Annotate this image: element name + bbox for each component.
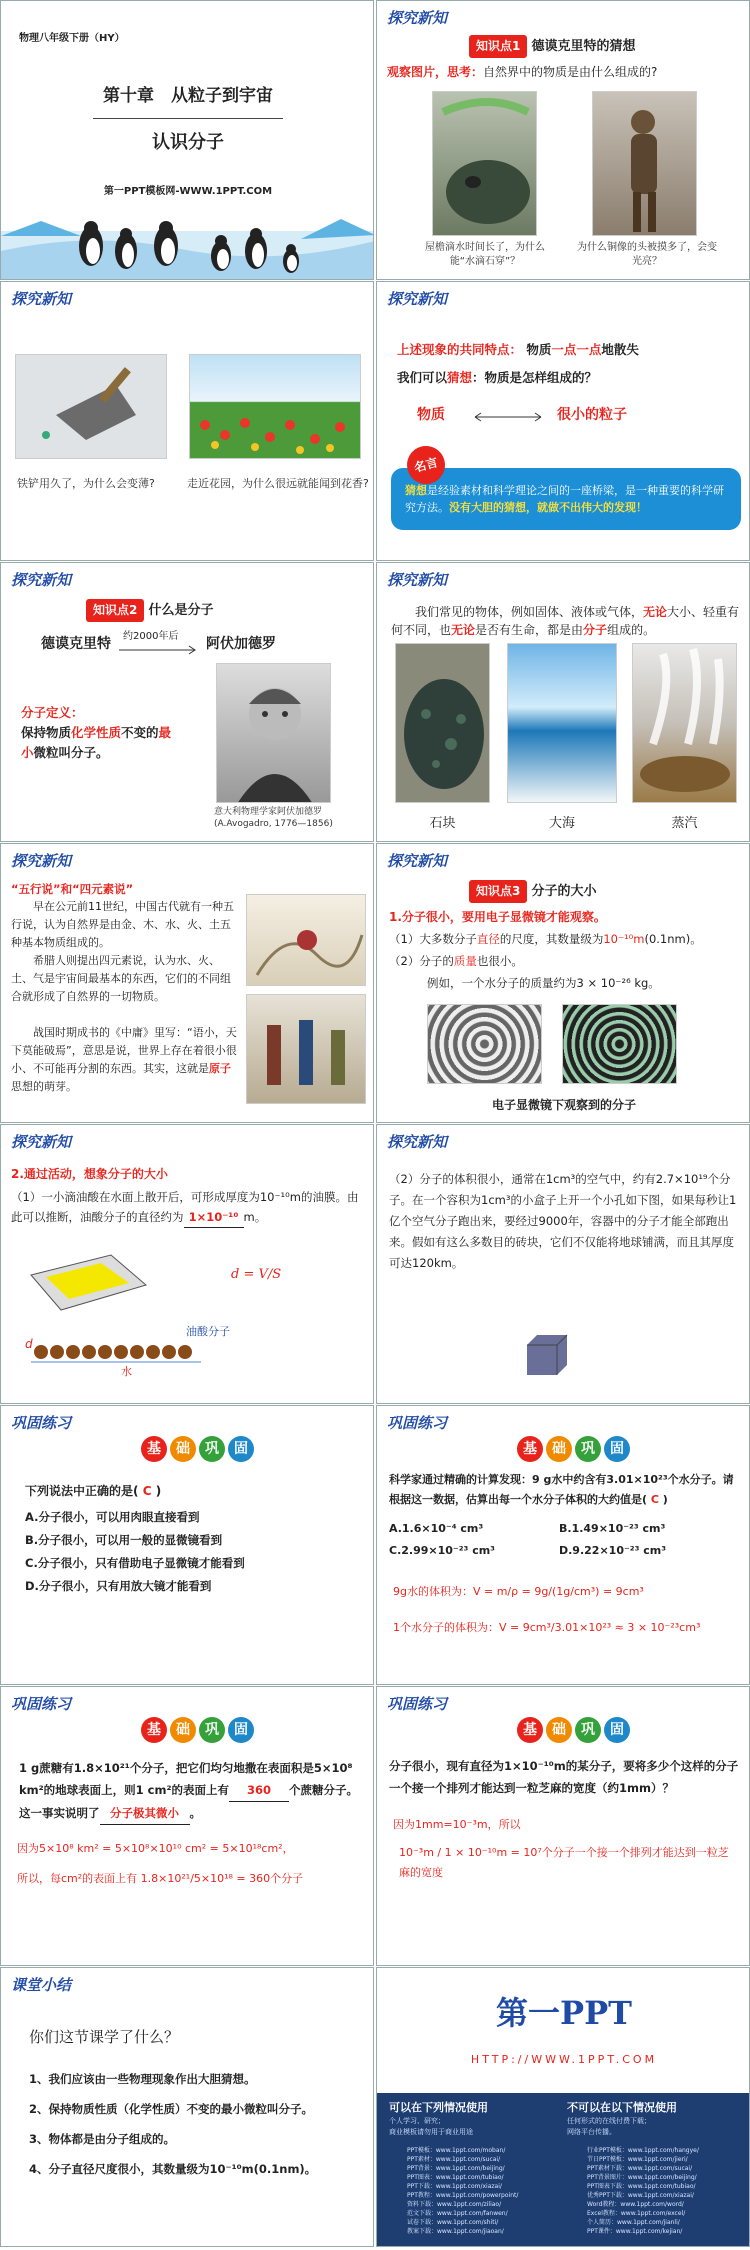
section-tag: 探究新知 bbox=[387, 9, 448, 27]
p-key: 分子 bbox=[583, 623, 608, 637]
p-part: 是否有生命，都是由 bbox=[475, 623, 584, 637]
sea-image bbox=[507, 643, 617, 803]
pill-3: 巩 bbox=[199, 1717, 225, 1743]
link-list-left bbox=[407, 2146, 518, 2236]
quote-body: 是经验素材和科学理论之间的一座桥梁，是一种重要的科学研究方法。 bbox=[405, 484, 724, 514]
caption-statue: 为什么铜像的头被摸多了，会变光亮？ bbox=[577, 242, 717, 267]
point-1a bbox=[389, 930, 702, 949]
section-tag: 探究新知 bbox=[11, 852, 72, 870]
knowledge-head: 德谟克里特的猜想 bbox=[531, 39, 636, 54]
p-part: （1）大多数分子 bbox=[389, 932, 477, 946]
footer-link[interactable]: 行业PPT模板：www.1ppt.com/hangye/ bbox=[587, 2147, 699, 2154]
p-key: 无论 bbox=[451, 623, 476, 637]
pill-group bbox=[517, 1717, 633, 1743]
molecule-row-illustration bbox=[21, 1340, 261, 1370]
section-tag: 探究新知 bbox=[11, 1133, 72, 1151]
label-oleic: 油酸分子 bbox=[186, 1325, 230, 1338]
slide-6-matter[interactable] bbox=[376, 562, 750, 842]
footer-link[interactable]: PPT下载：www.1ppt.com/xiazai/ bbox=[407, 2183, 502, 2190]
footer-link[interactable]: 资料下载：www.1ppt.com/ziliao/ bbox=[407, 2201, 502, 2208]
solution-2: 所以，每cm²的表面上有 1.8×10²¹/5×10¹⁸ = 360个分子 bbox=[17, 1872, 304, 1885]
section-tag: 探究新知 bbox=[11, 571, 72, 589]
em-image-1 bbox=[427, 1004, 542, 1084]
volume-paragraph: （2）分子的体积很小，通常在1cm³的空气中，约有2.7×10¹⁹个分子。在一个容积为1cm³的小盒子上开一个小孔如下图，如果每秒让1亿个空气分子跑出来，要经过9000年，容器中的分子才能全部跑出来。假如有这么多数目的砖块，它们不仅能将地球铺满，而且其厚度可达120km。 bbox=[389, 1172, 737, 1270]
p-key: 无论 bbox=[643, 605, 668, 619]
p-key: 原子 bbox=[209, 1062, 231, 1075]
box-illustration bbox=[522, 1330, 572, 1380]
shovel-image bbox=[15, 354, 167, 459]
pill-4: 固 bbox=[228, 1436, 254, 1462]
p-five-elements: 早在公元前11世纪，中国古代就有一种五行说，认为自然界是由金、木、水、火、土五种基本物质组成的。 bbox=[11, 900, 234, 949]
def-part: 不变的 bbox=[121, 725, 159, 740]
course-name: 物理八年级下册（HY） bbox=[19, 33, 125, 44]
quote-end: 没有大胆的猜想，就做不出伟大的发现！ bbox=[449, 501, 647, 514]
forbidden-note-2: 网络平台传播。 bbox=[567, 2128, 616, 2136]
logo: 第一PPT bbox=[496, 1994, 632, 2032]
slide-5-molecule[interactable] bbox=[0, 562, 374, 842]
label-d: d bbox=[25, 1337, 33, 1351]
p-part: 我们常见的物体，例如固体、液体或气体， bbox=[415, 605, 644, 619]
p-part: 也很小。 bbox=[476, 954, 523, 968]
water-mass-example: 例如，一个水分子的质量约为3 × 10⁻²⁶ kg。 bbox=[427, 976, 660, 990]
portrait-caption: 意大利物理学家阿伏加德罗(A.Avogadro, 1776—1856) bbox=[214, 807, 333, 829]
caption-steam: 蒸汽 bbox=[671, 816, 698, 831]
history-title: “五行说”和“四元素说” bbox=[11, 882, 134, 896]
p-part: 大小、轻重有何不同，也 bbox=[391, 605, 740, 637]
q-answer: C bbox=[142, 1484, 152, 1498]
section-tag: 探究新知 bbox=[387, 1133, 448, 1151]
p-key: 直径 bbox=[476, 932, 500, 946]
section-tag: 探究新知 bbox=[387, 852, 448, 870]
footer-link[interactable]: 试卷下载：www.1ppt.com/shiti/ bbox=[407, 2219, 499, 2226]
guess-lead: 我们可以 bbox=[397, 370, 448, 385]
def-key: 最小 bbox=[21, 725, 172, 760]
particle-label: 很小的粒子 bbox=[557, 407, 627, 423]
common-feature-text: 物质 bbox=[526, 342, 552, 357]
p-part: 思想的萌芽。 bbox=[11, 1080, 77, 1093]
pill-1: 基 bbox=[141, 1717, 167, 1743]
slide-4-guess[interactable] bbox=[376, 281, 750, 561]
pill-1: 基 bbox=[141, 1436, 167, 1462]
p-part: 的尺度，其数量级为 bbox=[499, 932, 604, 946]
caption-stone: 屋檐滴水时间长了，为什么能“水滴石穿”？ bbox=[425, 242, 545, 267]
solution-1: 因为1mm=10⁻³m，所以 bbox=[393, 1818, 521, 1831]
section-tag: 探究新知 bbox=[11, 290, 72, 308]
em-image-2 bbox=[562, 1004, 677, 1084]
slide-14-quiz4[interactable] bbox=[376, 1686, 750, 1966]
summary-item-4: 4、分子直径尺度很小，其数量级为10⁻¹⁰m(0.1nm)。 bbox=[29, 2162, 317, 2176]
penguin-illustration bbox=[1, 191, 374, 280]
def-key: 化学性质 bbox=[71, 725, 122, 740]
pill-group bbox=[141, 1436, 257, 1462]
quote-text bbox=[405, 482, 730, 516]
pill-group bbox=[517, 1436, 633, 1462]
quiz-question: 分子很小，现有直径为1×10⁻¹⁰m的某分子，要将多少个这样的分子一个接一个排列才能达到一粒芝麻的宽度（约1mm）？ bbox=[389, 1759, 739, 1795]
option-d: D.9.22×10⁻²³ cm³ bbox=[559, 1544, 667, 1557]
allowed-note-2: 商业模板请勿用于商业用途 bbox=[389, 2128, 473, 2136]
stone-image bbox=[395, 643, 490, 803]
knowledge-badge: 知识点1 bbox=[469, 35, 527, 58]
oil-film-text bbox=[11, 1187, 366, 1228]
solution-1: 9g水的体积为：V = m/ρ = 9g/(1g/cm³) = 9cm³ bbox=[393, 1585, 644, 1598]
p-part: 战国时期成书的《中庸》里写：“语小，天下莫能破焉”，意思是说，世界上存在着很小很小、不可能再分割的东西。其实，这就是 bbox=[11, 1026, 237, 1075]
practice-tag: 巩固练习 bbox=[387, 1414, 448, 1432]
slide-8-size[interactable] bbox=[376, 843, 750, 1123]
em-caption: 电子显微镜下观察到的分子 bbox=[491, 1098, 636, 1112]
quiz-question bbox=[25, 1482, 161, 1501]
solution-2: 1个水分子的体积为：V = 9cm³/3.01×10²³ ≈ 3 × 10⁻²³cm³ bbox=[393, 1621, 701, 1634]
lesson-title: 认识分子 bbox=[152, 132, 224, 153]
label-water: 水 bbox=[121, 1365, 132, 1378]
pill-4: 固 bbox=[228, 1717, 254, 1743]
footer-link[interactable]: PPT图表下载：www.1ppt.com/tubiao/ bbox=[587, 2183, 696, 2190]
knowledge-badge: 知识点3 bbox=[469, 880, 527, 903]
q-part: 科学家通过精确的计算发现：9 g水中约含有3.01×10²³个水分子。请根据这一数据，估算出每一个水分子体积的大约值是( bbox=[389, 1473, 734, 1506]
practice-tag: 巩固练习 bbox=[387, 1695, 448, 1713]
slide-9-oil-film[interactable] bbox=[0, 1124, 374, 1404]
quiz-question bbox=[19, 1757, 361, 1825]
caption-shovel: 铁铲用久了，为什么会变薄? bbox=[17, 477, 155, 490]
solution-2: 10⁻³m / 1 × 10⁻¹⁰m = 10⁷个分子一个接一个排列才能达到一粒芝麻的宽度 bbox=[399, 1846, 729, 1879]
slide-16-credits[interactable] bbox=[376, 1967, 750, 2247]
p-part: （2）分子的 bbox=[389, 954, 454, 968]
matter-label: 物质 bbox=[417, 407, 445, 423]
pill-3: 巩 bbox=[199, 1436, 225, 1462]
footer-link[interactable]: PPT素材：www.1ppt.com/sucai/ bbox=[407, 2156, 501, 2163]
link-list-right bbox=[587, 2146, 699, 2236]
q-part: ) bbox=[662, 1493, 668, 1506]
dripping-stone-image bbox=[432, 91, 537, 236]
timeline-note: 约2000年后 bbox=[123, 631, 179, 642]
footer-link[interactable]: 教案下载：www.1ppt.com/jiaoan/ bbox=[407, 2228, 504, 2235]
pill-2: 础 bbox=[170, 1717, 196, 1743]
footer-link[interactable]: Word教程：www.1ppt.com/word/ bbox=[587, 2201, 684, 2208]
option-d: D.分子很小，只有用放大镜才能看到 bbox=[25, 1579, 212, 1593]
p-part: （1）一小滴油酸在水面上散开后，可形成厚度为10⁻¹⁰m的油膜。由此可以推断，油酸分子的直径约为 bbox=[11, 1190, 359, 1224]
guess-word: 猜想 bbox=[447, 370, 473, 385]
summary-item-1: 1、我们应该由一些物理现象作出大胆猜想。 bbox=[29, 2072, 256, 2086]
practice-tag: 巩固练习 bbox=[11, 1695, 72, 1713]
slide-3-phenomena[interactable] bbox=[0, 281, 374, 561]
summary-item-2: 2、保持物质性质（化学性质）不变的最小微粒叫分子。 bbox=[29, 2102, 313, 2116]
penguin-icon bbox=[79, 221, 103, 266]
quote-key: 猜想 bbox=[405, 484, 427, 497]
option-b: B.分子很小，可以用一般的显微镜看到 bbox=[25, 1533, 223, 1547]
greek-painting-image bbox=[246, 994, 366, 1104]
slide-11-quiz1[interactable] bbox=[0, 1405, 374, 1685]
option-c: C.分子很小，只有借助电子显微镜才能看到 bbox=[25, 1556, 245, 1570]
formula: d = V/S bbox=[231, 1267, 282, 1282]
observe-question: 自然界中的物质是由什么组成的? bbox=[483, 65, 658, 79]
pill-2: 础 bbox=[546, 1436, 572, 1462]
answer-blank: 1×10⁻¹⁰ bbox=[184, 1207, 244, 1228]
common-feature-end: 地散失 bbox=[601, 342, 639, 357]
pill-2: 础 bbox=[546, 1717, 572, 1743]
slide-13-quiz3[interactable] bbox=[0, 1686, 374, 1966]
footer-link[interactable]: PPT课件：www.1ppt.com/kejian/ bbox=[587, 2228, 683, 2235]
option-a: A.分子很小，可以用肉眼直接看到 bbox=[25, 1510, 200, 1524]
steam-image bbox=[632, 643, 737, 803]
p-part: (0.1nm)。 bbox=[644, 932, 702, 946]
avogadro-portrait bbox=[216, 663, 331, 803]
pill-3: 巩 bbox=[575, 1436, 601, 1462]
bronze-statue-image bbox=[592, 91, 697, 236]
footer-link[interactable]: PPT模板：www.1ppt.com/moban/ bbox=[407, 2147, 506, 2154]
knowledge-badge: 知识点2 bbox=[86, 599, 144, 622]
footer-link[interactable]: PPT素材下载：www.1ppt.com/sucai/ bbox=[587, 2165, 693, 2172]
definition-title: 分子定义： bbox=[21, 705, 84, 720]
p-four-elements: 希腊人则提出四元素说，认为水、火、土、气是宇宙间最基本的东西，它们的不同组合就形成了自然界的一切物质。 bbox=[11, 954, 231, 1003]
pill-1: 基 bbox=[517, 1717, 543, 1743]
pill-3: 巩 bbox=[575, 1717, 601, 1743]
q-part: 个蔗糖分子。这一事实说明了 bbox=[19, 1783, 359, 1820]
chinese-painting-image bbox=[246, 894, 366, 986]
pill-4: 固 bbox=[604, 1717, 630, 1743]
def-part: 微粒叫分子。 bbox=[33, 745, 109, 760]
forbidden-heading: 不可以在以下情况使用 bbox=[567, 2101, 677, 2114]
pill-4: 固 bbox=[604, 1436, 630, 1462]
slide-15-summary[interactable] bbox=[0, 1967, 374, 2247]
section-tag: 探究新知 bbox=[387, 290, 448, 308]
common-feature-label: 上述现象的共同特点： bbox=[397, 342, 523, 357]
practice-tag: 巩固练习 bbox=[11, 1414, 72, 1432]
flower-garden-image bbox=[189, 354, 361, 459]
p-key: 质量 bbox=[453, 954, 477, 968]
solution-1: 因为5×10⁸ km² = 5×10⁸×10¹⁰ cm² = 5×10¹⁸cm²， bbox=[17, 1842, 294, 1855]
double-arrow-icon bbox=[473, 412, 543, 422]
oil-tray-illustration bbox=[21, 1245, 151, 1315]
option-c: C.2.99×10⁻²³ cm³ bbox=[389, 1544, 495, 1557]
summary-tag: 课堂小结 bbox=[11, 1976, 72, 1994]
p-zhongyong bbox=[11, 1024, 239, 1096]
caption-sea: 大海 bbox=[548, 816, 575, 831]
caption-stone: 石块 bbox=[429, 816, 456, 831]
knowledge-head: 什么是分子 bbox=[148, 603, 214, 618]
slide-2-democritus[interactable] bbox=[376, 0, 750, 280]
footer-link[interactable]: PPT背景图片：www.1ppt.com/beijing/ bbox=[587, 2174, 697, 2181]
answer-blank-1: 360 bbox=[229, 1779, 289, 1802]
allowed-heading: 可以在下列情况使用 bbox=[389, 2101, 488, 2114]
summary-question: 你们这节课学了什么？ bbox=[29, 2028, 180, 2046]
footer-link[interactable]: 节日PPT模板：www.1ppt.com/jieri/ bbox=[587, 2156, 688, 2163]
point-1: 1.分子很小，要用电子显微镜才能观察。 bbox=[389, 910, 606, 924]
slide-12-quiz2[interactable] bbox=[376, 1405, 750, 1685]
slide-1-title[interactable] bbox=[0, 0, 374, 280]
summary-item-3: 3、物体都是由分子组成的。 bbox=[29, 2132, 176, 2146]
forbidden-note-1: 任何形式的在线付费下载； bbox=[567, 2117, 651, 2125]
point-1b bbox=[389, 952, 523, 971]
pill-1: 基 bbox=[517, 1436, 543, 1462]
p-part: m。 bbox=[243, 1210, 267, 1224]
logo-url[interactable]: HTTP://WWW.1PPT.COM bbox=[470, 2053, 658, 2066]
observe-label: 观察图片，思考： bbox=[387, 65, 484, 79]
p-key: 10⁻¹⁰m bbox=[603, 932, 645, 946]
q-part: 1 g蔗糖有1.8×10²¹个分子，把它们均匀地撒在表面积是5×10⁸ km²的地球表面上，则1 cm²的表面上有 bbox=[19, 1761, 353, 1797]
q-part: ) bbox=[155, 1484, 162, 1498]
pill-2: 础 bbox=[170, 1436, 196, 1462]
footer-link[interactable]: 优秀PPT下载：www.1ppt.com/xiazai/ bbox=[587, 2192, 694, 2199]
quiz-question bbox=[389, 1470, 741, 1510]
arrow-right-icon bbox=[119, 645, 199, 655]
footer-link[interactable]: 范文下载：www.1ppt.com/fanwen/ bbox=[407, 2210, 508, 2217]
activity-title: 2.通过活动，想象分子的大小 bbox=[11, 1167, 168, 1181]
p-part: 组成的。 bbox=[607, 623, 656, 637]
pill-group bbox=[141, 1717, 257, 1743]
option-a: A.1.6×10⁻⁴ cm³ bbox=[389, 1522, 484, 1535]
slide-7-history[interactable] bbox=[0, 843, 374, 1123]
guess-question: ：物质是怎样组成的？ bbox=[472, 370, 598, 385]
footer-link[interactable]: Excel教程：www.1ppt.com/excel/ bbox=[587, 2210, 686, 2217]
caption-flower: 走近花园，为什么很远就能闻到花香? bbox=[187, 477, 369, 490]
democritus-name: 德谟克里特 bbox=[41, 636, 111, 652]
footer-link[interactable]: PPT背景：www.1ppt.com/beijing/ bbox=[407, 2165, 505, 2172]
slide-10-volume[interactable] bbox=[376, 1124, 750, 1404]
site-text: 第一PPT模板网-WWW.1PPT.COM bbox=[103, 186, 273, 197]
footer-link[interactable]: PPT教程：www.1ppt.com/powerpoint/ bbox=[407, 2192, 519, 2199]
avogadro-name: 阿伏加德罗 bbox=[206, 636, 276, 652]
intro-paragraph bbox=[391, 603, 741, 639]
divider bbox=[93, 118, 283, 119]
allowed-note-1: 个人学习、研究； bbox=[389, 2117, 445, 2125]
def-part: 保持物质 bbox=[21, 725, 72, 740]
answer-blank-2: 分子极其微小 bbox=[100, 1802, 190, 1825]
footer-link[interactable]: 个人简历：www.1ppt.com/jianli/ bbox=[587, 2219, 680, 2226]
footer-link[interactable]: PPT图表：www.1ppt.com/tubiao/ bbox=[407, 2174, 504, 2181]
knowledge-head: 分子的大小 bbox=[531, 884, 597, 899]
q-answer: C bbox=[650, 1493, 659, 1506]
section-tag: 探究新知 bbox=[387, 571, 448, 589]
q-part: 。 bbox=[189, 1806, 201, 1820]
q-part: 下列说法中正确的是( bbox=[25, 1484, 139, 1498]
option-b: B.1.49×10⁻²³ cm³ bbox=[559, 1522, 666, 1535]
chapter-title: 第十章 从粒子到宇宙 bbox=[103, 86, 273, 106]
quote-stamp: 名言 bbox=[403, 442, 450, 489]
common-feature-emph: 一点一点 bbox=[551, 342, 602, 357]
